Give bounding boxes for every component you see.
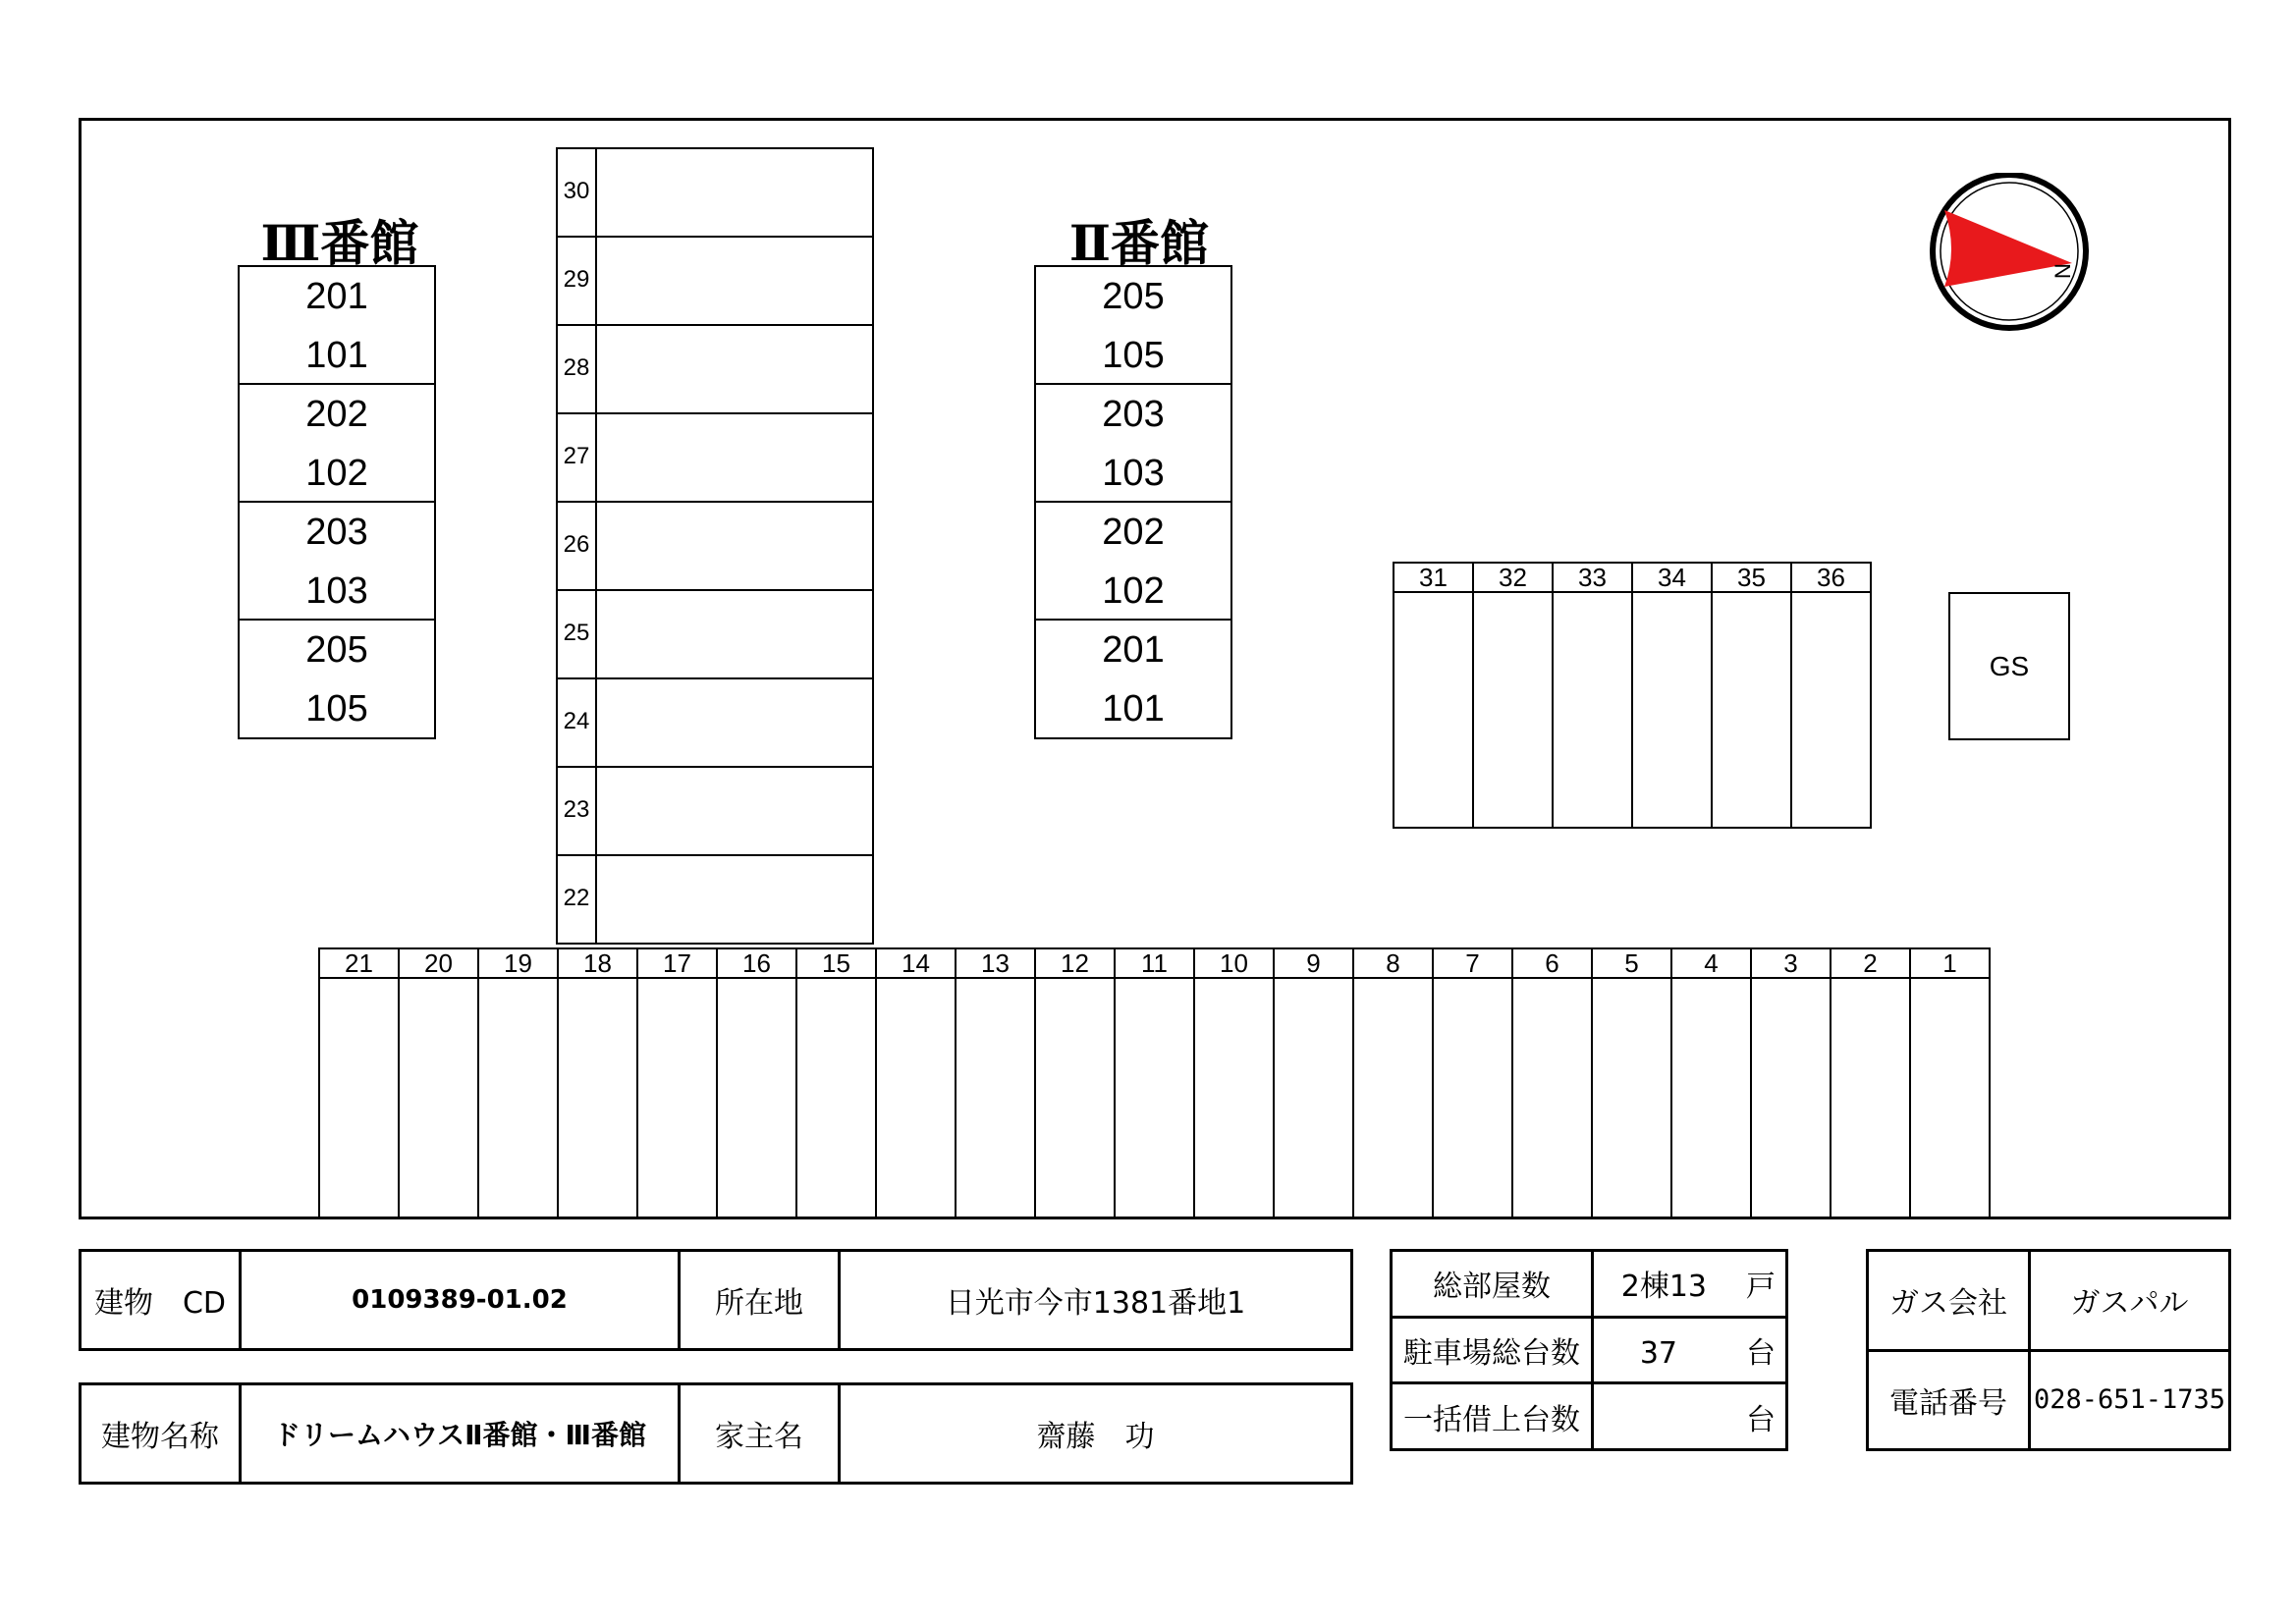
room-pair <box>1036 267 1230 385</box>
parking-space <box>1790 591 1872 829</box>
total-rooms-value: 2棟13 <box>1620 1270 1707 1305</box>
room-pair <box>240 503 434 621</box>
parking-space-number-cell <box>1114 947 1195 979</box>
parking-space <box>595 854 874 945</box>
room-upper: 203 <box>305 512 368 553</box>
room-upper: 205 <box>1102 276 1165 317</box>
room-lower: 102 <box>1102 570 1165 612</box>
parking-space <box>595 766 874 856</box>
parking-space-number-cell <box>1352 947 1434 979</box>
parking-space-number-cell <box>318 947 400 979</box>
parking-space-label: 17 <box>663 948 691 978</box>
building-iii <box>238 265 436 739</box>
parking-space-label: 33 <box>1578 563 1607 592</box>
building-ii <box>1034 265 1232 739</box>
parking-space-number-cell <box>955 947 1036 979</box>
parking-space-number-cell <box>1393 562 1474 593</box>
gas-company-label: ガス会社 <box>1868 1251 2030 1351</box>
room-pair <box>240 385 434 503</box>
building-name-value: ドリームハウスⅡ番館・Ⅲ番館 <box>241 1384 680 1484</box>
parking-space <box>1670 977 1752 1219</box>
parking-space-label: 16 <box>742 948 771 978</box>
parking-space-label: 29 <box>563 266 590 293</box>
parking-space-number-cell <box>1790 562 1872 593</box>
parking-space-number-cell <box>716 947 797 979</box>
parking-space-number-cell <box>636 947 718 979</box>
parking-total-value: 37 <box>1639 1335 1677 1371</box>
parking-space-number-cell <box>1909 947 1991 979</box>
parking-space <box>1034 977 1116 1219</box>
parking-space <box>875 977 957 1219</box>
parking-space <box>1711 591 1792 829</box>
owner-label: 家主名 <box>680 1384 840 1484</box>
parking-space-label: 35 <box>1737 563 1766 592</box>
room-pair <box>240 621 434 738</box>
parking-space-label: 20 <box>424 948 453 978</box>
parking-space-label: 32 <box>1499 563 1527 592</box>
parking-space-number-cell <box>1830 947 1911 979</box>
room-lower: 102 <box>305 453 368 494</box>
parking-space-label: 15 <box>822 948 850 978</box>
parking-space-number-cell <box>1711 562 1792 593</box>
parking-space-number-cell <box>1670 947 1752 979</box>
parking-space <box>1511 977 1593 1219</box>
parking-space <box>595 236 874 326</box>
parking-space <box>595 501 874 591</box>
room-lower: 105 <box>1102 335 1165 376</box>
parking-space <box>398 977 479 1219</box>
parking-space-label: 24 <box>563 708 590 734</box>
building-cd-value: 0109389-01.02 <box>241 1251 680 1350</box>
building-name-table <box>79 1382 1353 1485</box>
parking-space <box>1909 977 1991 1219</box>
parking-space-number-cell <box>1552 562 1633 593</box>
parking-space <box>595 412 874 503</box>
phone-label: 電話番号 <box>1868 1350 2030 1450</box>
location-label: 所在地 <box>680 1251 840 1350</box>
bulk-lease-unit: 台 <box>1746 1402 1776 1437</box>
parking-space-label: 25 <box>563 620 590 646</box>
phone-value: 028-651-1735 <box>2030 1350 2230 1450</box>
parking-space-number-cell <box>1193 947 1275 979</box>
parking-space-number-cell <box>556 236 597 326</box>
parking-space <box>955 977 1036 1219</box>
parking-space-label: 11 <box>1141 948 1168 978</box>
total-rooms-unit: 戸 <box>1746 1270 1776 1305</box>
room-lower: 101 <box>1102 688 1165 730</box>
parking-space-label: 18 <box>583 948 612 978</box>
room-pair <box>240 267 434 385</box>
parking-space <box>595 324 874 414</box>
parking-space <box>716 977 797 1219</box>
gas-company-value: ガスパル <box>2030 1251 2230 1351</box>
room-lower: 103 <box>305 570 368 612</box>
owner-value: 齋藤 功 <box>840 1384 1352 1484</box>
building-info-table <box>79 1249 1353 1351</box>
total-rooms-label: 総部屋数 <box>1392 1251 1593 1318</box>
location-value: 日光市今市1381番地1 <box>840 1251 1352 1350</box>
parking-total-unit: 台 <box>1746 1335 1776 1371</box>
parking-space-number-cell <box>557 947 638 979</box>
room-upper: 203 <box>1102 394 1165 435</box>
parking-space <box>1552 591 1633 829</box>
room-lower: 103 <box>1102 453 1165 494</box>
parking-space <box>595 589 874 679</box>
parking-space-number-cell <box>1511 947 1593 979</box>
room-lower: 105 <box>305 688 368 730</box>
parking-total-cell <box>1593 1317 1787 1383</box>
parking-space-label: 10 <box>1220 948 1248 978</box>
parking-space-number-cell <box>1034 947 1116 979</box>
parking-space-label: 13 <box>981 948 1010 978</box>
north-compass-icon <box>1925 173 2092 334</box>
parking-space-label: 12 <box>1061 948 1089 978</box>
parking-space-label: 6 <box>1545 948 1559 978</box>
building-ii-title: Ⅱ番館 <box>1068 214 1210 272</box>
parking-space <box>318 977 400 1219</box>
parking-space-number-cell <box>556 854 597 945</box>
parking-space <box>1193 977 1275 1219</box>
building-cd-label: 建物 CD <box>81 1251 241 1350</box>
parking-space-label: 3 <box>1783 948 1798 978</box>
parking-space <box>1352 977 1434 1219</box>
parking-space-number-cell <box>1631 562 1713 593</box>
building-iii-title: Ⅲ番館 <box>260 214 419 272</box>
parking-space-label: 23 <box>563 796 590 823</box>
gas-station-box <box>1948 592 2070 740</box>
parking-space-number-cell <box>477 947 559 979</box>
room-pair <box>1036 621 1230 738</box>
parking-space-label: 30 <box>563 178 590 204</box>
bulk-lease-label: 一括借上台数 <box>1392 1383 1593 1450</box>
room-upper: 205 <box>305 629 368 671</box>
parking-space <box>1114 977 1195 1219</box>
parking-space <box>1631 591 1713 829</box>
parking-space <box>1750 977 1831 1219</box>
parking-space-number-cell <box>1591 947 1672 979</box>
total-rooms-cell <box>1593 1251 1787 1318</box>
parking-space-number-cell <box>1750 947 1831 979</box>
parking-space-number-cell <box>1273 947 1354 979</box>
parking-space-number-cell <box>556 589 597 679</box>
parking-space <box>1273 977 1354 1219</box>
parking-space-label: 21 <box>345 948 373 978</box>
parking-space-label: 36 <box>1817 563 1845 592</box>
parking-space-number-cell <box>1472 562 1554 593</box>
parking-space-number-cell <box>795 947 877 979</box>
parking-space-label: 2 <box>1863 948 1878 978</box>
parking-space-number-cell <box>556 412 597 503</box>
parking-space-label: 22 <box>563 885 590 911</box>
parking-space-number-cell <box>556 501 597 591</box>
parking-space <box>595 677 874 768</box>
parking-space-number-cell <box>556 766 597 856</box>
room-pair <box>1036 503 1230 621</box>
parking-space-label: 28 <box>563 354 590 381</box>
parking-space <box>557 977 638 1219</box>
parking-space-label: 34 <box>1658 563 1686 592</box>
parking-space-label: 8 <box>1386 948 1400 978</box>
parking-space-label: 1 <box>1942 948 1957 978</box>
parking-space-label: 19 <box>504 948 532 978</box>
parking-space-number-cell <box>556 677 597 768</box>
compass-letter: N <box>2050 263 2075 279</box>
room-upper: 201 <box>1102 629 1165 671</box>
gs-label: GS <box>1989 650 2030 681</box>
parking-space-label: 7 <box>1465 948 1480 978</box>
parking-summary-table <box>1390 1249 1788 1451</box>
building-name-label: 建物名称 <box>81 1384 241 1484</box>
parking-space <box>1393 591 1474 829</box>
parking-space <box>1472 591 1554 829</box>
parking-space-number-cell <box>875 947 957 979</box>
parking-space-label: 5 <box>1624 948 1639 978</box>
parking-space-number-cell <box>556 147 597 238</box>
parking-space <box>595 147 874 238</box>
parking-space <box>1432 977 1513 1219</box>
parking-total-label: 駐車場総台数 <box>1392 1317 1593 1383</box>
parking-space-number-cell <box>556 324 597 414</box>
parking-space <box>1591 977 1672 1219</box>
parking-space-label: 14 <box>902 948 930 978</box>
parking-space-number-cell <box>1432 947 1513 979</box>
parking-space-label: 4 <box>1704 948 1719 978</box>
room-upper: 202 <box>305 394 368 435</box>
parking-space-label: 26 <box>563 531 590 558</box>
room-pair <box>1036 385 1230 503</box>
parking-space-label: 27 <box>563 443 590 469</box>
parking-space <box>795 977 877 1219</box>
room-upper: 201 <box>305 276 368 317</box>
room-upper: 202 <box>1102 512 1165 553</box>
parking-space <box>477 977 559 1219</box>
bulk-lease-cell <box>1593 1383 1787 1450</box>
room-lower: 101 <box>305 335 368 376</box>
parking-space <box>636 977 718 1219</box>
gas-info-table <box>1866 1249 2231 1451</box>
parking-space-number-cell <box>398 947 479 979</box>
parking-space-label: 31 <box>1419 563 1448 592</box>
parking-space <box>1830 977 1911 1219</box>
parking-space-label: 9 <box>1306 948 1321 978</box>
